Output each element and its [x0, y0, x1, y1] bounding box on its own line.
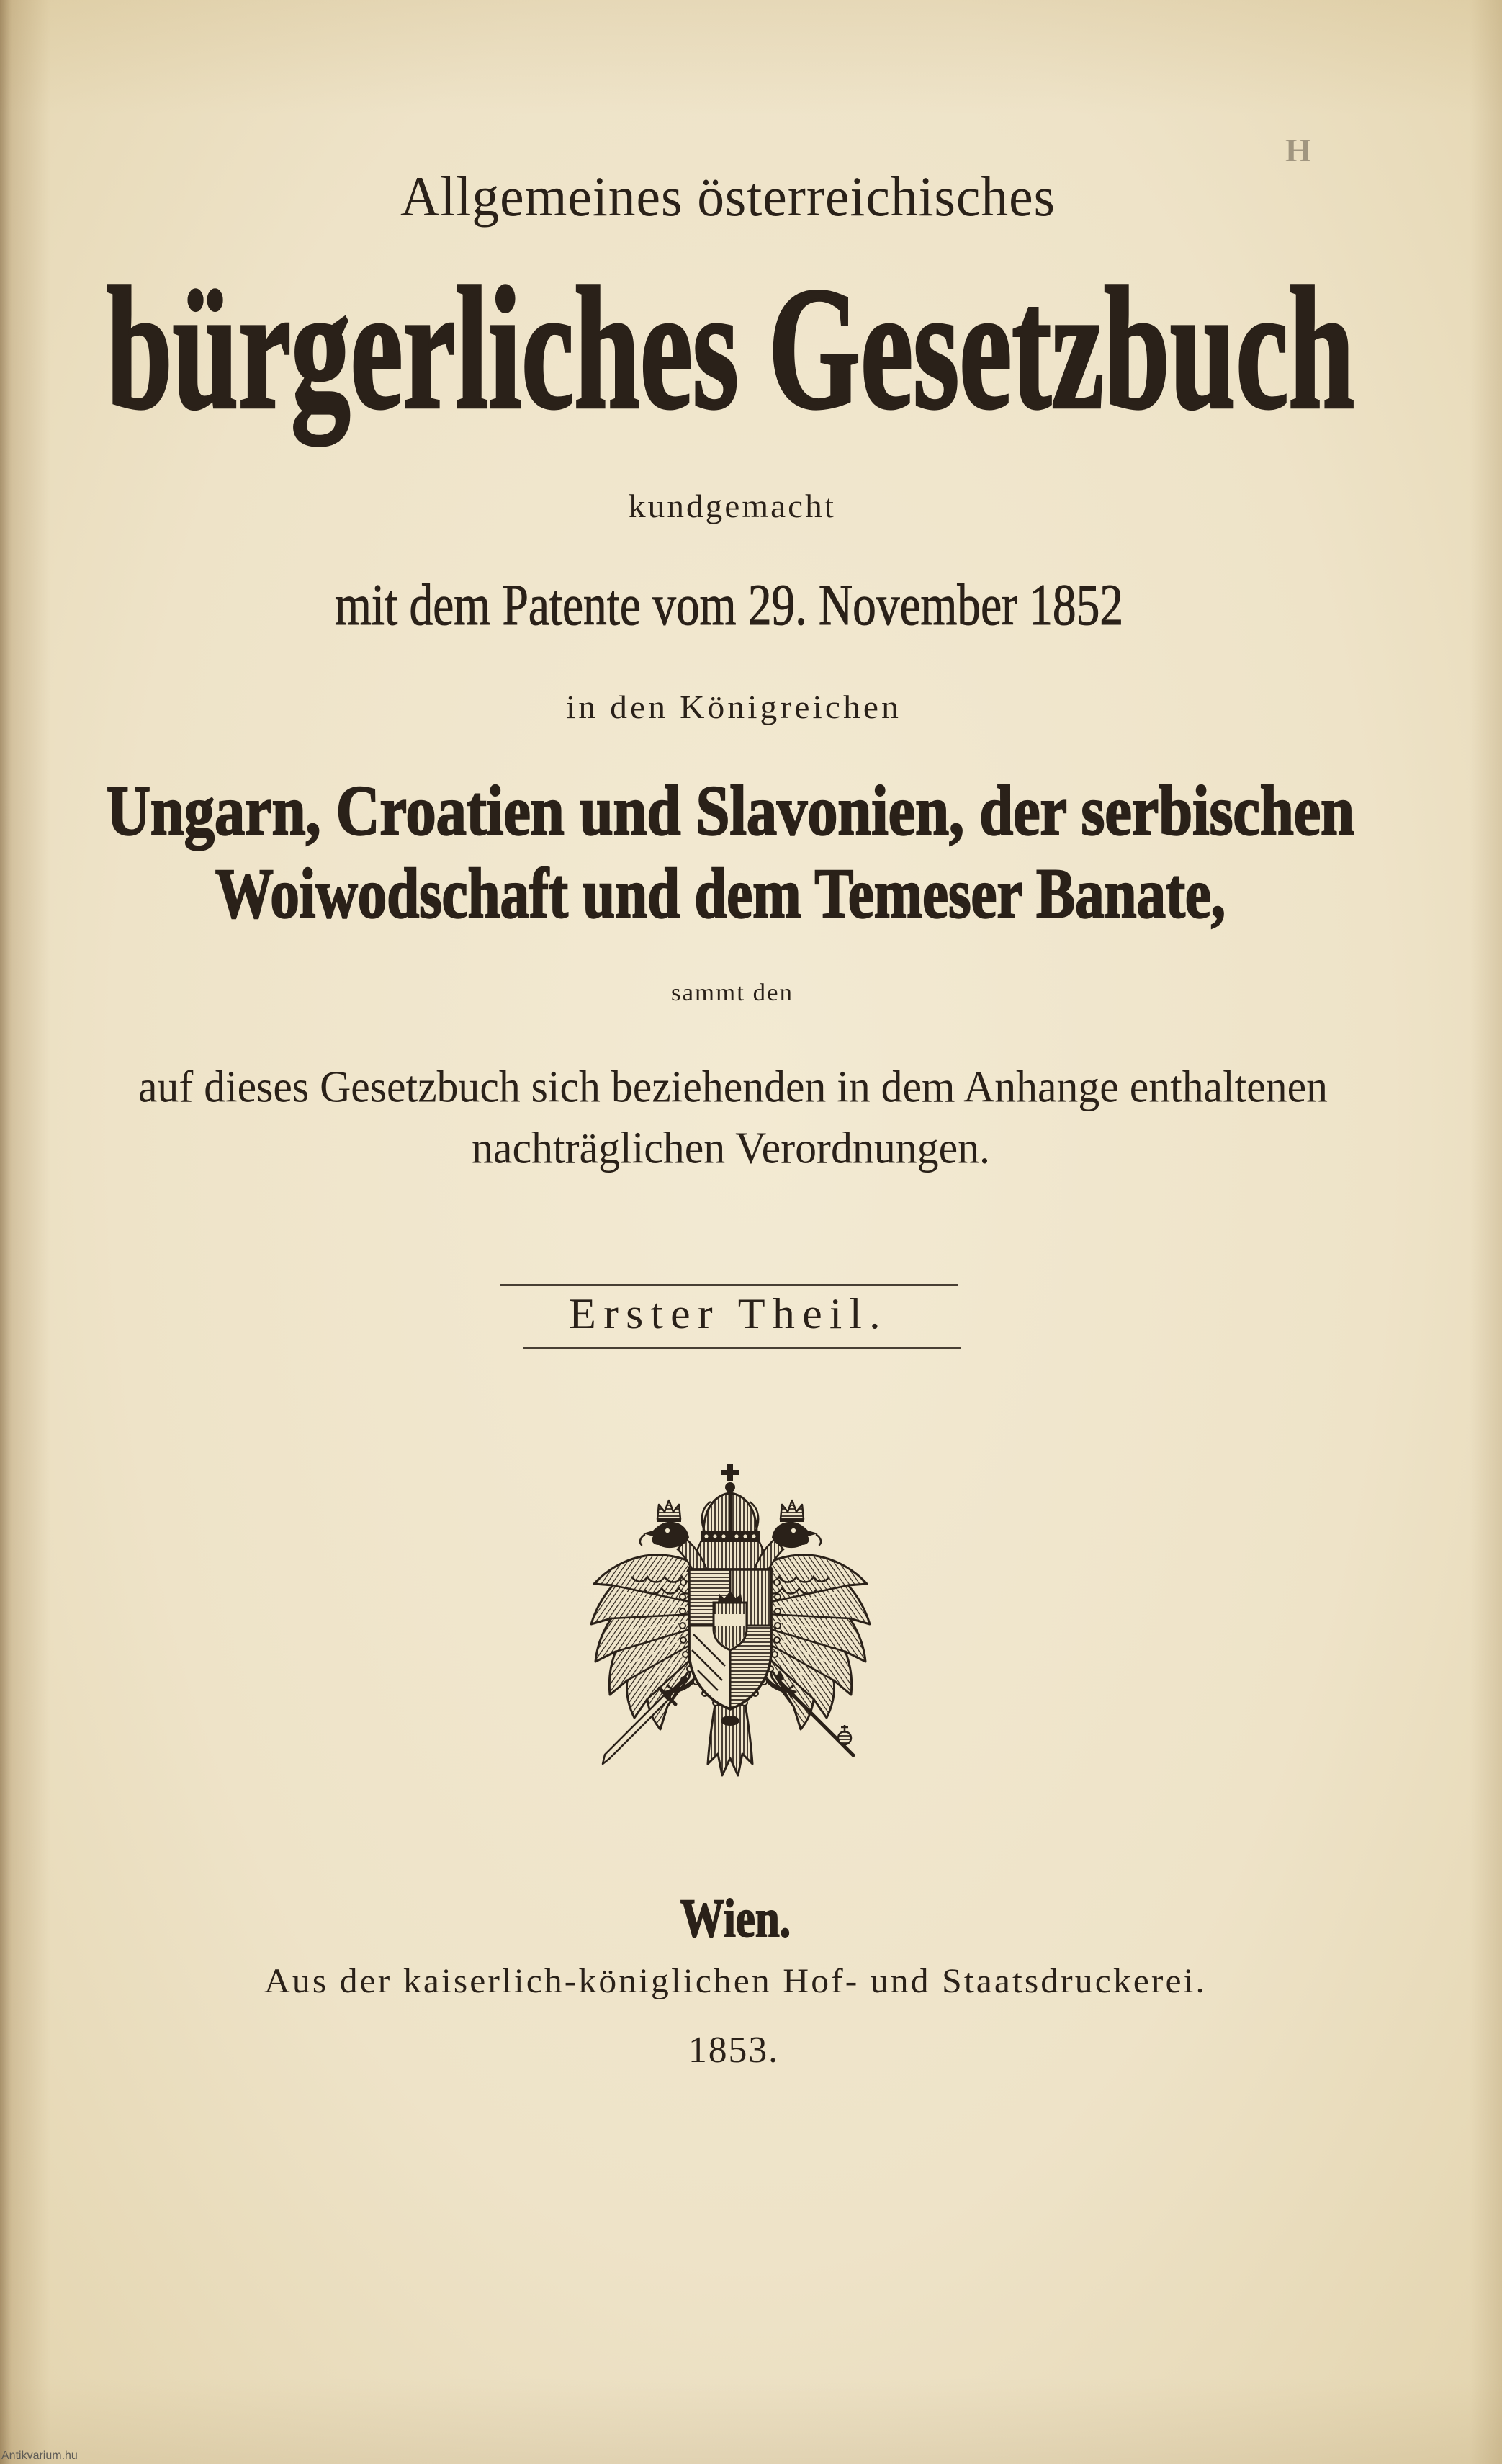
imperial-crown	[701, 1464, 760, 1542]
central-shield	[689, 1569, 771, 1709]
patent-date-line: mit dem Patente vom 29. November 1852	[335, 573, 1124, 638]
double-headed-eagle-icon	[581, 1461, 880, 1784]
part-rule-top	[500, 1284, 958, 1286]
realms-line-2: Woiwodschaft und dem Temeser Banate,	[215, 854, 1226, 933]
realms-intro: in den Königreichen	[566, 689, 901, 725]
corner-mark: H	[1285, 132, 1311, 169]
part-label: Erster Theil.	[569, 1290, 889, 1338]
book-title: bürgerliches Gesetzbuch	[107, 251, 1354, 445]
imprint-printer: Aus der kaiserlich-königlichen Hof- und Staatsdruckerei.	[264, 1962, 1208, 2000]
promulgation-label: kundgemacht	[629, 488, 837, 524]
part-rule-bottom	[523, 1347, 961, 1349]
heading-line: Allgemeines österreichisches	[400, 165, 1056, 228]
tail	[708, 1705, 752, 1775]
appendix-line-1: auf dieses Gesetzbuch sich beziehenden in dem Anhange enthaltenen	[138, 1061, 1328, 1112]
right-wing	[756, 1555, 870, 1729]
appendix-line-2: nachträglichen Verordnungen.	[472, 1122, 991, 1173]
realms-line-1: Ungarn, Croatien und Slavonien, der serbischen	[107, 771, 1355, 851]
fleece-pendant	[721, 1716, 739, 1726]
together-with-label: sammt den	[671, 980, 794, 1006]
watermark-text: Antikvarium.hu	[1, 2450, 78, 2462]
imprint-year: 1853.	[688, 2030, 779, 2071]
imprint-place: Wien.	[680, 1887, 791, 1949]
